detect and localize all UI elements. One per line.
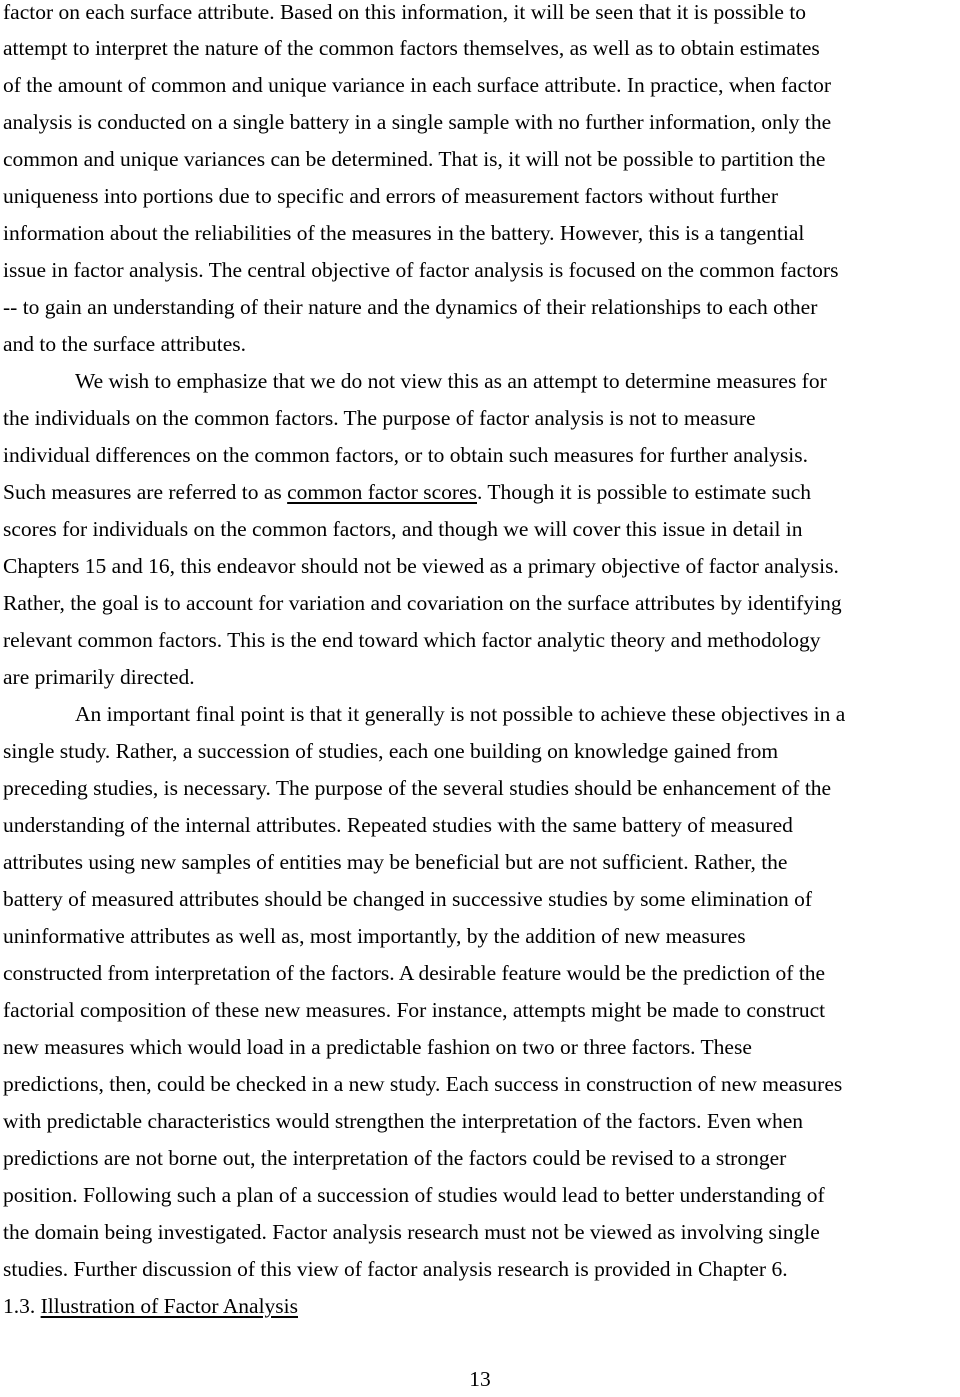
text-line: of the amount of common and unique variance in each surface attribute. In practice, when factor: [3, 73, 831, 97]
text-line: single study. Rather, a succession of studies, each one building on knowledge gained from: [3, 739, 779, 763]
section-number: 1.3.: [3, 1294, 36, 1318]
text-line: predictions, then, could be checked in a new study. Each success in construction of new measures: [3, 1072, 843, 1096]
text-line: understanding of the internal attributes. Repeated studies with the same battery of measured: [3, 813, 793, 837]
text-line: uninformative attributes as well as, most importantly, by the addition of new measures: [3, 924, 746, 948]
text-line: We wish to emphasize that we do not view this as an attempt to determine measures for: [75, 369, 827, 393]
text-line: analysis is conducted on a single battery in a single sample with no further information, only the: [3, 110, 832, 134]
text-line: uniqueness into portions due to specific and errors of measurement factors without further: [3, 184, 778, 208]
text-line: battery of measured attributes should be changed in successive studies by some elimination of: [3, 887, 813, 911]
text-line: predictions are not borne out, the interpretation of the factors could be revised to a stronger: [3, 1146, 787, 1170]
text-line: attributes using new samples of entities may be beneficial but are not sufficient. Rather, the: [3, 850, 788, 874]
section-heading: [3, 1288, 298, 1324]
text-line: attempt to interpret the nature of the common factors themselves, as well as to obtain estimates: [3, 36, 820, 60]
term-common-factor-scores: common factor scores: [287, 480, 477, 504]
text-line: the domain being investigated. Factor analysis research must not be viewed as involving single: [3, 1220, 820, 1244]
text-line: position. Following such a plan of a succession of studies would lead to better understanding of: [3, 1183, 825, 1207]
text-line: factorial composition of these new measures. For instance, attempts might be made to construct: [3, 998, 826, 1022]
text-line: relevant common factors. This is the end toward which factor analytic theory and methodology: [3, 628, 821, 652]
text-line: studies. Further discussion of this view of factor analysis research is provided in Chapter 6.: [3, 1257, 788, 1281]
text-line: Chapters 15 and 16, this endeavor should not be viewed as a primary objective of factor analysis.: [3, 554, 839, 578]
text-line: scores for individuals on the common factors, and though we will cover this issue in detail in: [3, 517, 803, 541]
text-line: constructed from interpretation of the factors. A desirable feature would be the prediction of the: [3, 961, 826, 985]
text-line: information about the reliabilities of the measures in the battery. However, this is a tangential: [3, 221, 805, 245]
text-line: preceding studies, is necessary. The purpose of the several studies should be enhancement of the: [3, 776, 832, 800]
text-span: . Though it is possible to estimate such: [477, 480, 812, 504]
text-line: issue in factor analysis. The central objective of factor analysis is focused on the common factors: [3, 258, 839, 282]
text-line: factor on each surface attribute. Based on this information, it will be seen that it is possible to: [3, 0, 807, 24]
text-line: and to the surface attributes.: [3, 332, 246, 356]
text-line: An important final point is that it generally is not possible to achieve these objectives in a: [75, 702, 846, 726]
text-line: are primarily directed.: [3, 665, 195, 689]
page-number: 13: [469, 1367, 491, 1391]
text-line: with predictable characteristics would strengthen the interpretation of the factors. Even when: [3, 1109, 803, 1133]
text-line: individual differences on the common factors, or to obtain such measures for further analysis.: [3, 443, 809, 467]
text-line: -- to gain an understanding of their nature and the dynamics of their relationships to each other: [3, 295, 818, 319]
text-line: new measures which would load in a predictable fashion on two or three factors. These: [3, 1035, 752, 1059]
text-span: Such measures are referred to as: [3, 480, 288, 504]
text-line: Rather, the goal is to account for variation and covariation on the surface attributes by identifying: [3, 591, 842, 615]
text-line: [3, 474, 811, 510]
text-line: common and unique variances can be determined. That is, it will not be possible to partition the: [3, 147, 826, 171]
text-line: the individuals on the common factors. The purpose of factor analysis is not to measure: [3, 406, 756, 430]
section-title: Illustration of Factor Analysis: [40, 1294, 298, 1318]
